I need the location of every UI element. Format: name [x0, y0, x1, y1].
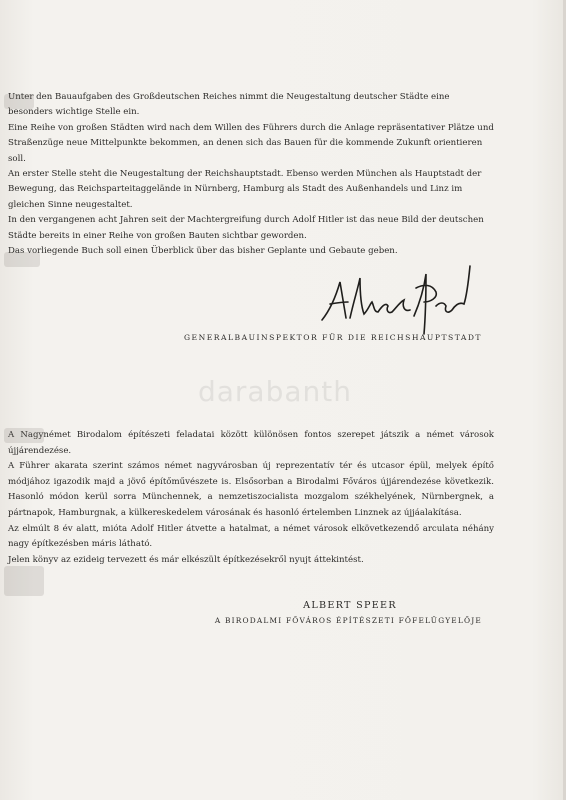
redaction-blur: [4, 94, 34, 109]
hungarian-paragraph: Az elmúlt 8 év alatt, mióta Adolf Hitler átvette a hatalmat, a német városok elkövetkezendő arculata néhány nagy építkezésben máris látható.: [8, 523, 494, 550]
author-name: ALBERT SPEER: [303, 600, 397, 611]
german-paragraph: Das vorliegende Buch soll einen Überblick über das bisher Geplante und Gebaute geben.: [8, 246, 398, 257]
german-paragraph: Unter den Bauaufgaben des Großdeutschen Reiches nimmt die Neugestaltung deutscher Städte eine besonders wichtige Stelle ein.: [8, 92, 450, 118]
hungarian-text-block: [8, 428, 494, 568]
german-text-block: [8, 90, 494, 259]
german-paragraph: An erster Stelle steht die Neugestaltung der Reichshauptstadt. Ebenso werden München als Hauptstadt der Bewegung, das Reichsparteitaggelände in Nürnberg, Hamburg als Stadt des Außenhandels und Linz im gleichen Sinne neugestaltet.: [8, 169, 482, 210]
handwritten-signature: [316, 258, 486, 340]
author-title-hungarian: A BIRODALMI FŐVÁROS ÉPÍTÉSZETI FŐFELÜGYELŐJE: [214, 616, 482, 625]
german-signature-title: GENERALBAUINSPEKTOR FÜR DIE REICHSHAUPTSTADT: [183, 333, 482, 342]
hungarian-paragraph: A Führer akarata szerint számos német nagyvárosban új reprezentatív tér és utcasor épül, melyek építő módjához igazodik majd a jövő építőművészete is. Elsősorban a Birodalmi Főváros újjárendezése következik. Hasonló módon kerül sorra Münchennek, a nemzetiszocialista mozgalom székhelyének, Nürnbergnek, a pártnapok, Hamburgnak, a külkereskedelem városának és hasonló értelemben Linznek az újjáalakítása.: [8, 461, 494, 518]
hungarian-paragraph: Jelen könyv az ezideig tervezett és már elkészült építkezésekről nyujt áttekintést.: [8, 554, 364, 565]
german-paragraph: Eine Reihe von großen Städten wird nach dem Willen des Führers durch die Anlage repräsentativer Plätze und Straßenzüge neue Mittelpunkte bekommen, an denen sich das Bauen für die kommende Zukunft orientieren soll.: [8, 122, 494, 164]
watermark: darabanth: [197, 375, 352, 408]
hungarian-paragraph: A Nagynémet Birodalom építészeti feladatai között különösen fontos szerepet játszik a német városok újjárendezése.: [8, 430, 494, 456]
german-paragraph: In den vergangenen acht Jahren seit der Machtergreifung durch Adolf Hitler ist das neue Bild der deutschen Städte bereits in einer Reihe von großen Bauten sichtbar geworden.: [8, 215, 484, 241]
redaction-blur: [4, 566, 44, 596]
redaction-blur: [4, 428, 44, 443]
redaction-blur: [4, 252, 40, 267]
